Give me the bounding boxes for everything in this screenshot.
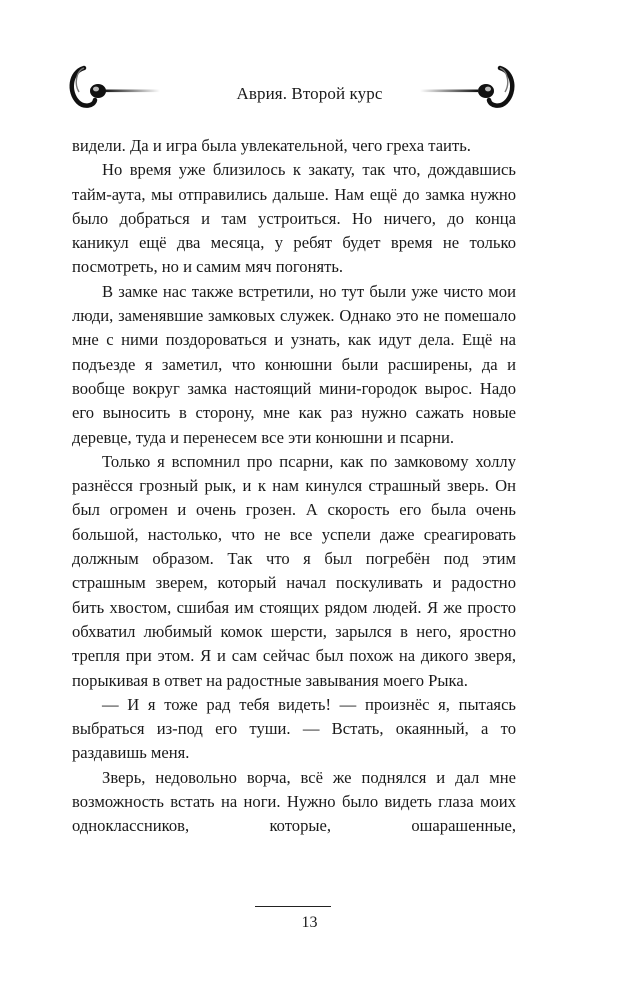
paragraph: Но время уже близилось к закату, так что, дождавшись тайм-аута, мы отправились дальше. Нам ещё до замка нужно было добраться и там устроиться. Но ничего, до конца каникул ещё два месяца, у ребят будет время не только посмотреть, но и самим мяч погонять. [72,160,516,277]
ornamental-swirl-icon [420,62,520,112]
paragraph: Зверь, недовольно ворча, всё же поднялся и дал мне возможность встать на ноги. Нужно было видеть глаза моих одноклассников, которые, ошарашенные, [72,767,516,836]
paragraph: — И я тоже рад тебя видеть! — произнёс я, пытаясь выбраться из-под его туши. — Встать, окаянный, а то раздавишь меня. [72,694,516,763]
page-header [0,62,619,122]
footer-divider [255,906,331,907]
paragraph: В замке нас также встретили, но тут были уже чисто мои люди, заменявшие замковых служек. Однако это не помешало мне с ними поздороваться и узнать, как идут дела. Ещё на подъезде я заметил, что конюшни были расширены, да и вообще вокруг замка настоящий мини-городок вырос. Надо его выносить в сторону, мне как раз нужно сажать новые деревце, туда и перенесем все эти конюшни и псарни. [72,281,516,447]
paragraph: Только я вспомнил про псарни, как по замковому холлу разнёсся грозный рык, и к нам кинулся страшный зверь. Он был огромен и очень грозен. А скорость его была очень большой, настолько, что не все успели даже среагировать должным образом. Так что я был погребён под этим страшным зверем, который начал поскуливать и радостно бить хвостом, сшибая им стоящих рядом людей. Я же просто обхватил любимый комок шерсти, зарылся в него, яростно трепля при этом. Я и сам сейчас был похож на дикого зверя, порыкивая в ответ на радостные завывания моего Рыка. [72,451,516,690]
paragraph: видели. Да и игра была увлекательной, чего греха таить. [72,136,471,155]
body-text [72,134,516,839]
page-number: 13 [301,914,318,931]
running-title: Аврия. Второй курс [236,84,383,103]
